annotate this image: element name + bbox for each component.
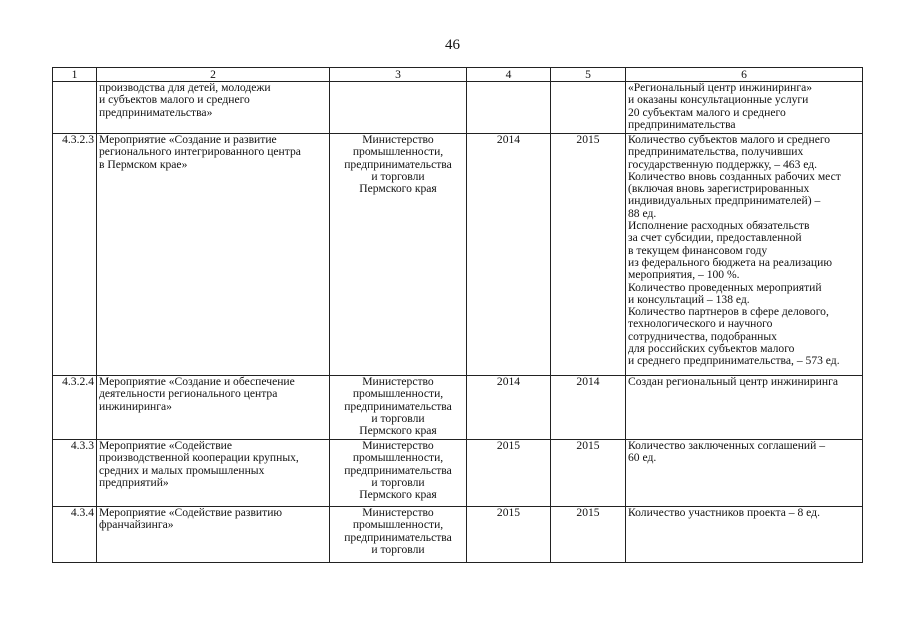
end-year-cell <box>551 82 626 134</box>
indicator-line: из федерального бюджета на реализацию <box>628 255 833 269</box>
indicator-line: и консультаций – 138 ед. <box>628 292 750 306</box>
end-year-cell: 2015 <box>551 507 626 563</box>
table-row <box>53 82 863 134</box>
measure-name-line: Мероприятие «Создание и развитие <box>99 133 277 146</box>
header-col-6: 6 <box>626 68 863 82</box>
measure-name-cell <box>97 134 330 376</box>
executor-line: Министерство <box>362 506 434 519</box>
indicator-line: сотрудничества, подобранных <box>628 329 777 343</box>
measure-name-line: предпринимательства» <box>99 105 213 119</box>
start-year-cell: 2014 <box>467 134 551 376</box>
indicator-line: для российских субъектов малого <box>628 342 795 356</box>
measure-name-line: деятельности регионального центра <box>99 387 278 401</box>
indicator-line: за счет субсидии, предоставленной <box>628 231 802 245</box>
indicator-line: Количество партнеров в сфере делового, <box>628 305 829 319</box>
indicator-line: Количество участников проекта – 8 ед. <box>628 506 820 519</box>
executor-line: Министерство <box>362 375 434 388</box>
executor-cell <box>330 82 467 134</box>
indicators-cell <box>626 376 863 440</box>
indicators-cell <box>626 440 863 507</box>
indicators-cell <box>626 507 863 563</box>
header-col-2: 2 <box>97 68 330 82</box>
executor-line: Министерство <box>362 133 434 146</box>
executor-line: промышленности, <box>352 518 444 532</box>
measure-name-cell <box>97 440 330 507</box>
executor-cell <box>330 507 467 563</box>
executor-line: предпринимательства <box>344 530 452 544</box>
executor-line: промышленности, <box>352 451 444 465</box>
executor-line: Пермского края <box>359 488 437 502</box>
indicator-line: 20 субъектам малого и среднего <box>628 105 786 119</box>
measure-number-cell: 4.3.4 <box>53 507 97 563</box>
indicator-line: индивидуальных предпринимателей) – <box>628 194 821 208</box>
end-year-cell: 2015 <box>551 134 626 376</box>
indicators-cell <box>626 134 863 376</box>
executor-line: Министерство <box>362 439 434 452</box>
executor-line: и торговли <box>371 542 425 556</box>
indicator-line: в текущем финансовом году <box>628 243 768 257</box>
indicator-line: мероприятия, – 100 %. <box>628 268 740 282</box>
indicator-line: предпринимательства <box>628 117 736 131</box>
page-number: 46 <box>445 37 460 53</box>
executor-line: и торговли <box>371 475 425 489</box>
table-row <box>53 376 863 440</box>
table-body <box>53 82 863 563</box>
indicator-line: «Региональный центр инжиниринга» <box>628 81 813 94</box>
measure-name-line: Мероприятие «Содействие развитию <box>99 506 283 519</box>
executor-cell <box>330 376 467 440</box>
measures-table <box>52 67 863 563</box>
executor-line: предпринимательства <box>344 463 452 477</box>
indicators-cell <box>626 82 863 134</box>
measure-name-line: регионального интегрированного центра <box>99 145 301 159</box>
executor-line: Пермского края <box>359 182 437 196</box>
measure-name-cell <box>97 507 330 563</box>
measure-number-cell: 4.3.2.3 <box>53 134 97 376</box>
measure-name-cell <box>97 82 330 134</box>
end-year-cell: 2014 <box>551 376 626 440</box>
executor-line: предпринимательства <box>344 399 452 413</box>
measure-number-cell: 4.3.2.4 <box>53 376 97 440</box>
indicator-line: 60 ед. <box>628 451 657 465</box>
measure-number-cell <box>53 82 97 134</box>
start-year-cell: 2015 <box>467 507 551 563</box>
table-row <box>53 507 863 563</box>
table-row <box>53 134 863 376</box>
indicator-line: Количество проведенных мероприятий <box>628 280 822 294</box>
header-col-1: 1 <box>53 68 97 82</box>
executor-line: и торговли <box>371 169 425 183</box>
table-row <box>53 440 863 507</box>
start-year-cell: 2015 <box>467 440 551 507</box>
measure-name-cell <box>97 376 330 440</box>
indicator-line: Исполнение расходных обязательств <box>628 219 810 233</box>
indicator-line: и среднего предпринимательства, – 573 ед. <box>628 354 840 368</box>
measure-name-line: в Пермском крае» <box>99 157 188 171</box>
measure-name-line: и субъектов малого и среднего <box>99 93 250 107</box>
indicator-line: государственную поддержку, – 463 ед. <box>628 157 818 171</box>
executor-cell <box>330 134 467 376</box>
indicator-line: технологического и научного <box>628 317 773 331</box>
executor-line: Пермского края <box>359 424 437 438</box>
measure-number-cell: 4.3.3 <box>53 440 97 507</box>
indicator-line: Создан региональный центр инжиниринга <box>628 375 838 388</box>
measure-name-line: производства для детей, молодежи <box>99 81 271 94</box>
header-col-5: 5 <box>551 68 626 82</box>
measure-name-line: производственной кооперации крупных, <box>99 451 299 465</box>
header-row <box>53 68 863 82</box>
measure-name-line: франчайзинга» <box>99 518 174 532</box>
indicator-line: Количество вновь созданных рабочих мест <box>628 169 841 183</box>
indicator-line: 88 ед. <box>628 206 657 220</box>
end-year-cell: 2015 <box>551 440 626 507</box>
measure-name-line: средних и малых промышленных <box>99 463 265 477</box>
executor-cell <box>330 440 467 507</box>
indicator-line: Количество заключенных соглашений – <box>628 439 826 452</box>
start-year-cell: 2014 <box>467 376 551 440</box>
executor-line: предпринимательства <box>344 157 452 171</box>
header-col-4: 4 <box>467 68 551 82</box>
indicator-line: и оказаны консультационные услуги <box>628 93 809 107</box>
measure-name-line: инжиниринга» <box>99 399 172 413</box>
executor-line: промышленности, <box>352 145 444 159</box>
header-col-3: 3 <box>330 68 467 82</box>
start-year-cell <box>467 82 551 134</box>
indicator-line: Количество субъектов малого и среднего <box>628 133 831 146</box>
indicator-line: предпринимательства, получивших <box>628 145 804 159</box>
measure-name-line: Мероприятие «Содействие <box>99 439 233 452</box>
measure-name-line: предприятий» <box>99 475 169 489</box>
executor-line: и торговли <box>371 411 425 425</box>
executor-line: промышленности, <box>352 387 444 401</box>
measure-name-line: Мероприятие «Создание и обеспечение <box>99 375 295 388</box>
indicator-line: (включая вновь зарегистрированных <box>628 182 810 196</box>
